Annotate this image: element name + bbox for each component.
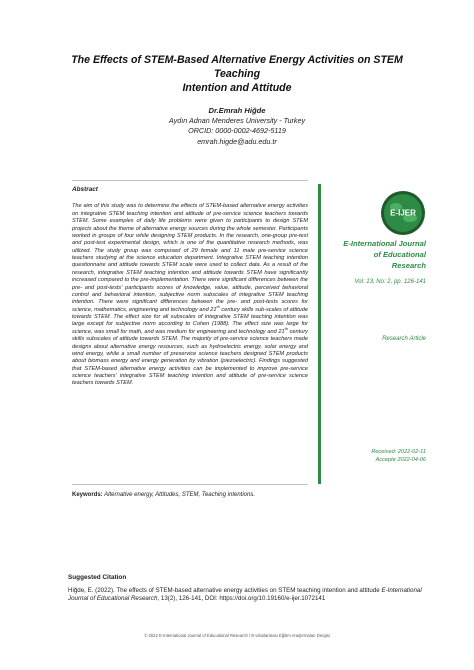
journal-logo-text: E-IJER	[390, 208, 416, 218]
citation-part-3[interactable]: ijer.1072141	[291, 595, 326, 603]
journal-name-line-3: Research	[391, 261, 426, 270]
article-dates	[326, 448, 426, 465]
journal-name	[326, 238, 426, 271]
citation-part-2[interactable]: , 13(2), 126-141, DOI: https://doi.org/10.19160/e-	[157, 595, 292, 603]
page-footer: © 2022 E-International Journal of Educational Research / E-Uluslararası Eğitim Araştırmaları Dergisi	[144, 633, 330, 638]
abstract-top-divider	[72, 180, 308, 181]
citation-part-1: Hiğde, E. (2022). The effects of STEM-based alternative energy activities on STEM teaching intention and attitude	[68, 587, 380, 595]
abstract-sup-2: th	[284, 325, 288, 331]
keywords-label: Keywords:	[72, 492, 103, 498]
keywords	[72, 491, 312, 499]
received-date: Received: 2022-02-11	[371, 449, 426, 455]
keywords-text: Alternative energy, Attitudes, STEM, Teaching intentions.	[104, 492, 255, 498]
abstract-text-1: The aim of this study was to determine the effects of STEM-based alternative energy activities on integrative STEM teaching intention and attitude of pre-service science teachers towards STEM. Some examples of daily life problems were given to participants to design STEM projects about the theme of alternative energy sources during the whole semester. Participants worked in groups of four while designing STEM products. In the research, one-group pre-test and post-test experimental design, which is one of the quantitative research methods, was utilized. The study group was composed of 29 female and 11 male pre-service science teachers studying at the science education department. Integrative STEM teaching intention questionnaire and attitude towards STEM scale were used to collect data. As a result of the research, integrative STEM teaching intention and attitude towards STEM have significantly increased compared to the pre-implementation. There were significant differences between the pre- and post-tests' participants scores of knowledge, value, attitude, perceived behavioral control and behavioral intention, subjective norm subscales of integrative STEM teaching intention. There were significant differences between the pre- and post-tests scores for science, mathematics, engineering and technology and 21	[72, 203, 308, 313]
journal-name-line-2: of Educational	[373, 250, 426, 259]
paper-title	[50, 53, 424, 95]
author-email[interactable]: emrah.higde@adu.edu.tr	[197, 136, 277, 146]
abstract-text-2: century skills sub-scales of attitude towards STEM. The effect size for all subscales of integrative STEM teaching intention was large except for subjective norm according to Cohen (1988). The effect size was large for science, was small for math, and was medium for engineering and technology and 21	[72, 306, 308, 335]
abstract-bottom-divider	[72, 484, 308, 485]
suggested-citation	[68, 574, 428, 604]
journal-volume: Vol: 13, No: 2, pp. 126-141	[354, 279, 426, 285]
title-line-1: The Effects of STEM-Based Alternative Energy Activities on STEM Teaching	[71, 54, 403, 80]
title-line-2: Intention and Attitude	[182, 82, 292, 94]
journal-name-line-1: E-International Journal	[343, 239, 426, 248]
citation-heading: Suggested Citation	[68, 574, 127, 581]
author-block	[100, 106, 374, 147]
abstract-sup-1: th	[216, 303, 220, 309]
article-type: Research Article	[382, 336, 426, 342]
accepted-date: Accepte 2022-04-06	[375, 457, 426, 464]
abstract-text-3: century skills subscales of attitude towards STEM. The majority of pre-service science teachers made designs about alternative energy resources, such as hydroelectric energy, solar energy and wind energy, while a small number of preservice science teachers designed STEM products about biomass energy and energy generation by vibration (piezoelectric). Findings suggested that STEM-based alternative energy activities can be implemented to improve pre-service science teachers' integrative STEM teaching intention and attitude of pre-service science teachers towards STEM.	[72, 328, 308, 387]
sidebar-accent-bar	[318, 184, 321, 484]
author-orcid: ORCID: 0000-0002-4692-5119	[188, 126, 286, 136]
author-name: Dr.Emrah Hiğde	[208, 106, 266, 115]
journal-logo-icon	[380, 190, 426, 236]
citation-journal: E-International Journal of Educational Research	[68, 587, 422, 603]
abstract-heading: Abstract	[72, 186, 98, 193]
abstract-body	[72, 203, 308, 387]
abstract-section	[72, 186, 308, 388]
citation-text	[68, 587, 428, 603]
journal-sidebar	[326, 190, 426, 464]
author-affiliation: Aydın Adnan Menderes University - Turkey	[168, 116, 306, 126]
